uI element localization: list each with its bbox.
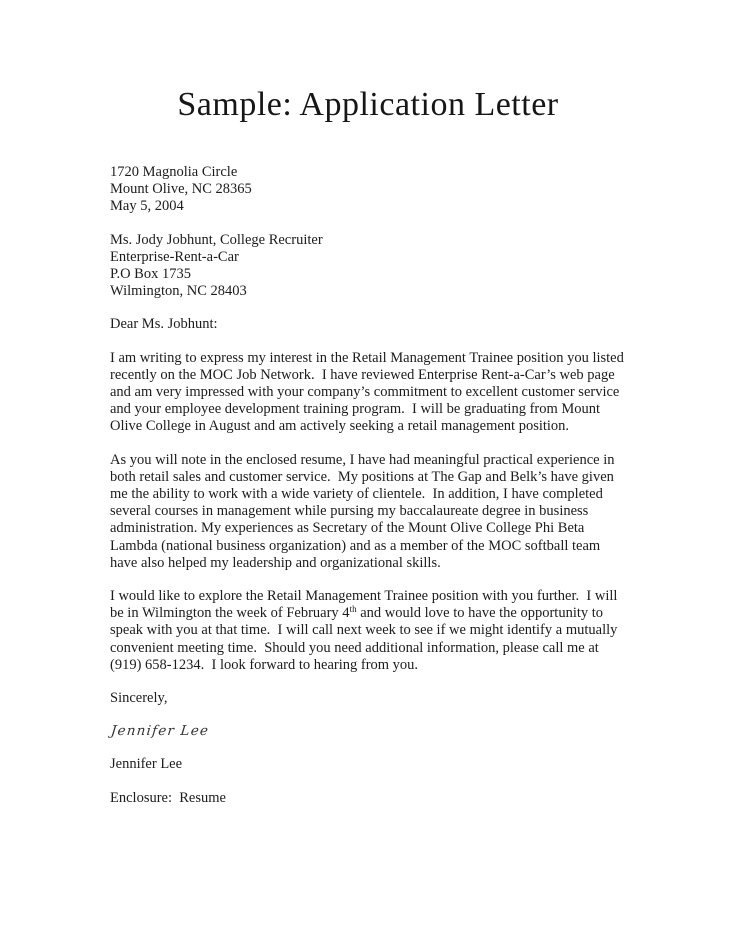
paragraph-3-text-before: I would like to explore the Retail Management Trainee position with you further. I will be in Wilmington the week of February 4	[110, 588, 622, 622]
sender-address-block	[110, 164, 630, 216]
body-paragraph-2: As you will note in the enclosed resume, I have had meaningful practical experience in both retail sales and customer service. My positions at The Gap and Belk’s have given me the ability to work with a wide variety of clientele. In addition, I have completed several courses in management while pursing my baccalaureate degree in business administration. My experiences as Secretary of the Mount Olive College Phi Beta Lambda (national business organization) and as a member of the MOC softball team have also helped my leadership and organizational skills.	[110, 451, 619, 571]
recipient-pobox-line: P.O Box 1735	[110, 266, 191, 283]
enclosure-note: Enclosure: Resume	[110, 789, 226, 806]
valediction: Sincerely,	[110, 690, 168, 707]
body-paragraph-3	[110, 588, 630, 674]
sender-street-line: 1720 Magnolia Circle	[110, 164, 238, 180]
body-paragraph-1: I am writing to express my interest in the Retail Management Trainee position you listed recently on the MOC Job Network. I have reviewed Enterprise Rent-a-Car’s web page and am very impressed with your company’s commitment to excellent customer service and your employee development training program. I will be graduating from Mount Olive College in August and am actively seeking a retail management position.	[110, 349, 628, 435]
page-title: Sample: Application Letter	[177, 86, 559, 123]
signed-name: Jennifer Lee	[110, 756, 183, 773]
letter-date: May 5, 2004	[110, 198, 184, 215]
sender-city-line: Mount Olive, NC 28365	[110, 181, 252, 198]
handwritten-signature: Jennifer Lee	[110, 723, 210, 740]
salutation: Dear Ms. Jobhunt:	[110, 316, 218, 333]
recipient-address-block	[110, 232, 630, 301]
recipient-city-line: Wilmington, NC 28403	[110, 283, 247, 300]
recipient-name-line: Ms. Jody Jobhunt, College Recruiter	[110, 231, 323, 248]
ordinal-superscript: th	[349, 604, 357, 615]
letter-body	[110, 164, 630, 807]
recipient-company-line: Enterprise-Rent-a-Car	[110, 248, 239, 265]
paragraph-3-text-after: and would love to have the opportunity to speak with you at that time. I will call next week to see if we might identify a mutually convenient meeting time. Should you need additional information, please call me at (919) 658-1234. I look forward to hearing from you.	[110, 605, 621, 673]
